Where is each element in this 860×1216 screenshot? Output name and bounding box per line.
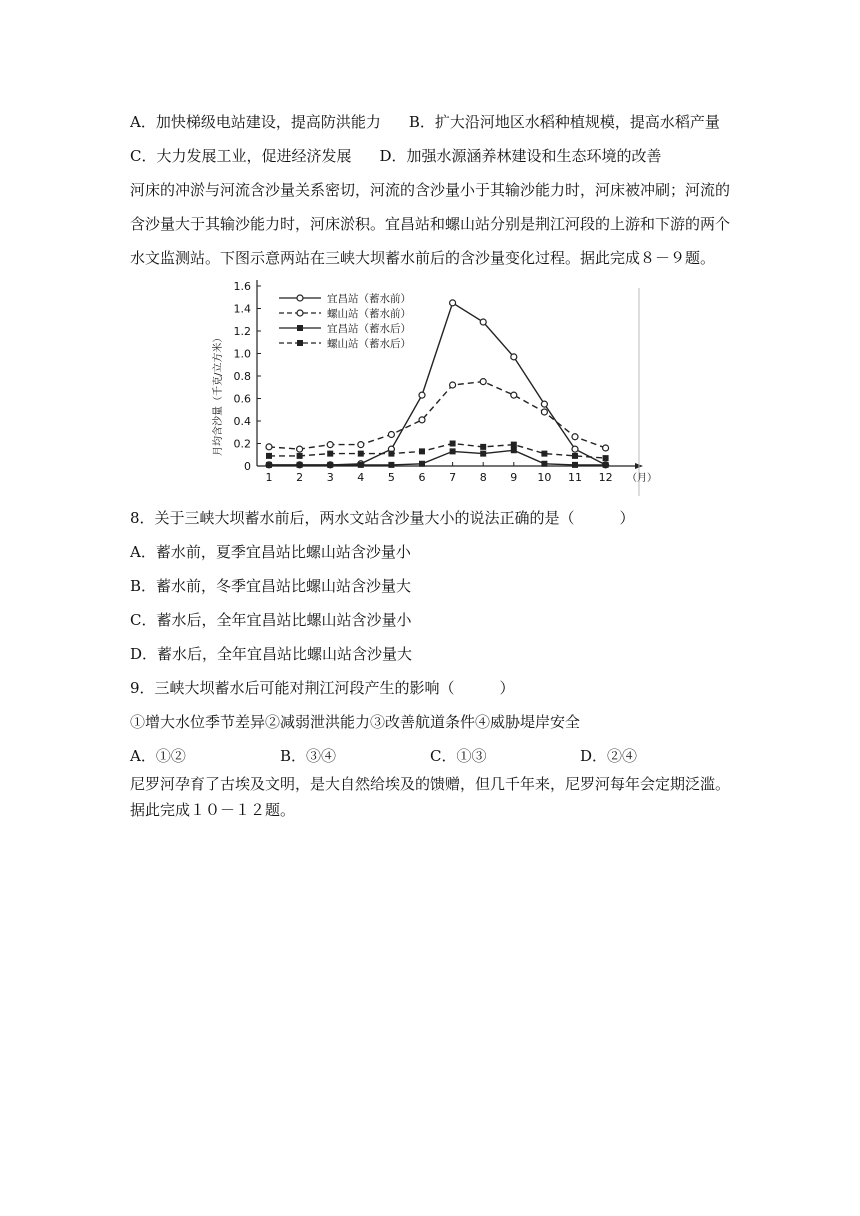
q7-options-cd [130, 146, 662, 166]
data-point [358, 462, 364, 468]
data-point [450, 300, 456, 306]
y-axis-label: 月均含沙量（千克/立方米） [213, 332, 224, 456]
q9-option-a: A．①② [130, 747, 186, 765]
data-point [358, 442, 364, 448]
data-point [572, 453, 578, 459]
data-point [603, 445, 609, 451]
q7-options-ab [130, 112, 720, 132]
data-point [603, 455, 609, 461]
sediment-chart-svg [205, 278, 657, 498]
data-point [511, 447, 517, 453]
data-point [297, 453, 303, 459]
legend-label: 宜昌站（蓄水后） [327, 323, 411, 335]
q9-option-b: B．③④ [280, 747, 337, 765]
legend-label: 螺山站（蓄水前） [327, 308, 411, 320]
x-tick-label: 1 [265, 471, 273, 484]
sediment-chart [205, 278, 657, 498]
q7-option-d: D．加强水源涵养林建设和生态环境的改善 [379, 147, 662, 165]
data-point [480, 451, 486, 457]
data-point [480, 379, 486, 385]
q7-option-a: A．加快梯级电站建设，提高防洪能力 [130, 113, 381, 131]
data-point [388, 462, 394, 468]
x-tick-label: 12 [598, 471, 613, 484]
q9-options [130, 746, 730, 766]
data-point [297, 446, 303, 452]
data-point [266, 462, 272, 468]
y-tick-label: 1.4 [233, 302, 251, 316]
data-point [388, 451, 394, 457]
q9-items: ①增大水位季节差异②减弱泄洪能力③改善航道条件④威胁堤岸安全 [130, 713, 581, 731]
intro-8-9-line3: 水文监测站。下图示意两站在三峡大坝蓄水前后的含沙量变化过程。据此完成８－９题。 [130, 249, 716, 267]
data-point [572, 434, 578, 440]
x-axis-unit: （月） [627, 473, 657, 484]
x-tick-label: 11 [568, 471, 582, 484]
series-line-0 [269, 303, 606, 465]
x-tick-label: 4 [357, 471, 365, 484]
q7-option-b: B．扩大沿河地区水稻种植规模，提高水稻产量 [408, 113, 720, 131]
data-point [450, 382, 456, 388]
data-point [327, 451, 333, 457]
x-tick-label: 5 [387, 471, 395, 484]
q8-option-b: B．蓄水前，冬季宜昌站比螺山站含沙量大 [130, 577, 412, 595]
legend-marker [297, 325, 303, 331]
y-tick-label: 0.4 [233, 415, 251, 428]
intro-10-12-line1: 尼罗河孕育了古埃及文明，是大自然给埃及的馈赠，但几千年来，尼罗河每年会定期泛滥。 [130, 775, 731, 793]
y-tick-label: 1.2 [233, 325, 251, 338]
data-point [450, 441, 456, 447]
data-point [419, 417, 425, 423]
data-point [419, 461, 425, 467]
x-tick-label: 3 [326, 471, 334, 484]
intro-10-12-line2: 据此完成１０－１２题。 [130, 801, 296, 819]
data-point [480, 319, 486, 325]
data-point [388, 432, 394, 438]
y-tick-label: 0.2 [233, 437, 251, 451]
data-point [541, 401, 547, 407]
data-point [541, 451, 547, 457]
y-tick-label: 1.0 [233, 347, 251, 361]
data-point [572, 462, 578, 468]
data-point [327, 442, 333, 448]
y-tick-label: 0 [244, 460, 251, 473]
data-point [327, 462, 333, 468]
data-point [603, 462, 609, 468]
x-tick-label: 6 [418, 471, 426, 484]
legend-marker [297, 310, 303, 316]
data-point [511, 354, 517, 360]
data-point [266, 453, 272, 459]
x-tick-label: 10 [537, 471, 552, 484]
x-tick-label: 7 [449, 471, 457, 484]
q9-stem: 9．三峡大坝蓄水后可能对荆江河段产生的影响（ ） [130, 679, 515, 697]
data-point [511, 442, 517, 448]
q8-option-d: D．蓄水后，全年宜昌站比螺山站含沙量大 [130, 645, 413, 663]
data-point [450, 448, 456, 454]
series-line-2 [269, 450, 606, 465]
y-tick-label: 0.8 [233, 370, 251, 383]
q8-option-c: C．蓄水后，全年宜昌站比螺山站含沙量小 [130, 611, 412, 629]
data-point [419, 392, 425, 398]
legend-marker [297, 295, 303, 301]
legend-label: 螺山站（蓄水后） [327, 338, 411, 350]
legend-label: 宜昌站（蓄水前） [327, 293, 411, 305]
data-point [541, 461, 547, 467]
intro-8-9-line2: 含沙量大于其输沙能力时，河床淤积。宜昌站和螺山站分别是荆江河段的上游和下游的两个 [130, 215, 731, 233]
q7-option-c: C．大力发展工业，促进经济发展 [130, 147, 352, 165]
data-point [358, 451, 364, 457]
data-point [572, 446, 578, 452]
data-point [480, 444, 486, 450]
series-line-1 [269, 382, 606, 450]
legend-marker [297, 340, 303, 346]
q8-option-a: A．蓄水前，夏季宜昌站比螺山站含沙量小 [130, 543, 411, 561]
data-point [266, 444, 272, 450]
intro-8-9-line1: 河床的冲淤与河流含沙量关系密切，河流的含沙量小于其输沙能力时，河床被冲刷；河流的 [130, 181, 731, 199]
data-point [297, 462, 303, 468]
data-point [419, 448, 425, 454]
y-tick-label: 0.6 [233, 392, 251, 406]
y-tick-label: 1.6 [233, 280, 251, 293]
q9-option-c: C．①③ [430, 747, 487, 765]
q8-stem: 8．关于三峡大坝蓄水前后，两水文站含沙量大小的说法正确的是（ ） [130, 509, 635, 527]
data-point [511, 392, 517, 398]
x-tick-label: 9 [510, 471, 518, 484]
q9-option-d: D．②④ [580, 747, 638, 765]
data-point [541, 409, 547, 415]
x-tick-label: 8 [479, 471, 487, 484]
x-tick-label: 2 [296, 471, 304, 484]
